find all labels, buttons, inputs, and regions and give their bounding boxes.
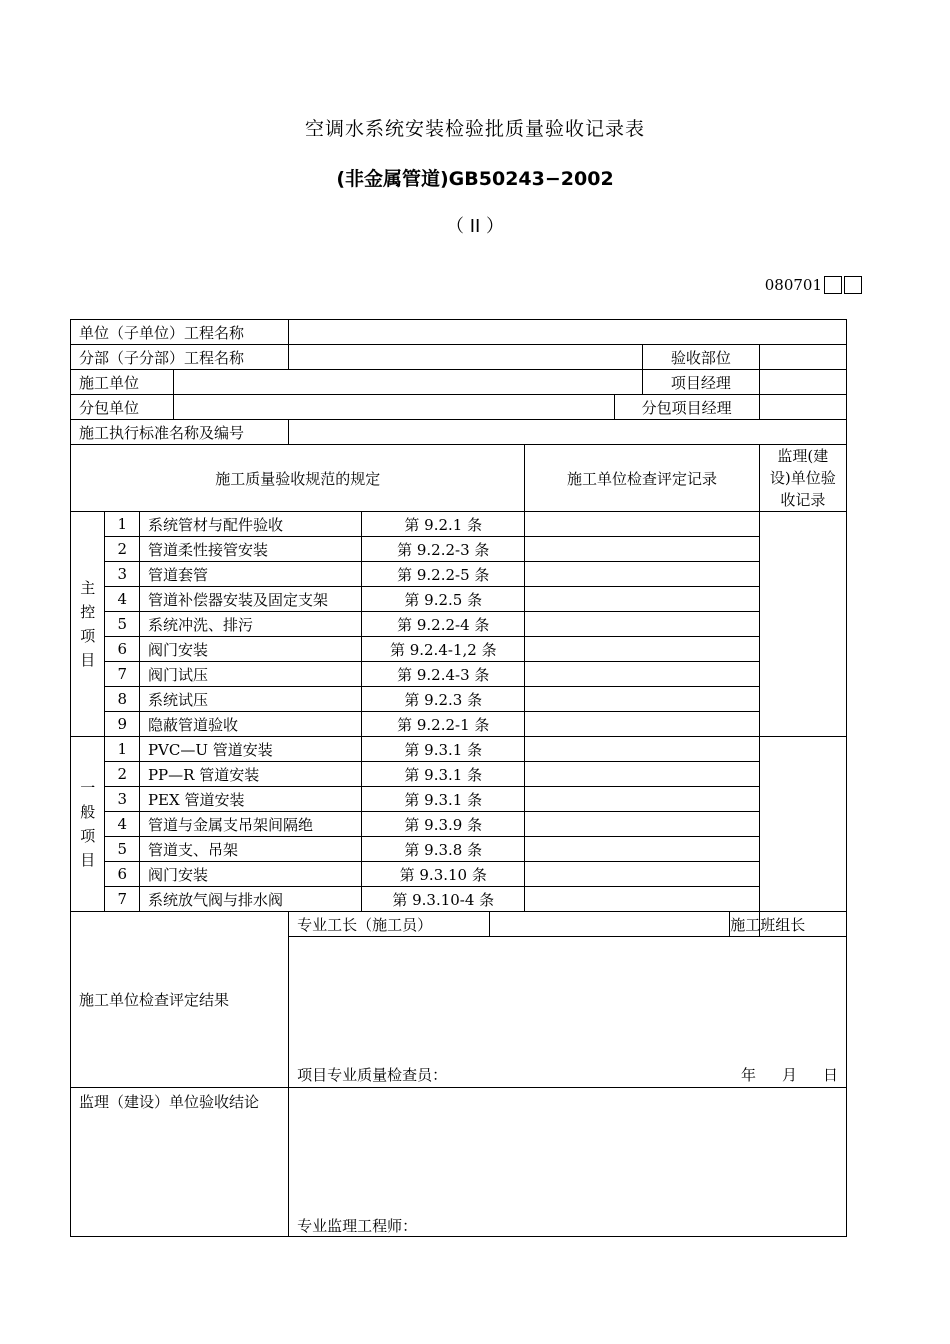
construction-unit-field[interactable] <box>174 370 643 395</box>
form-volume: （ II ） <box>445 216 505 237</box>
item-clause: 第 9.3.1 条 <box>362 737 525 762</box>
check-record-field[interactable] <box>525 762 759 787</box>
unit-project-field[interactable] <box>289 320 847 345</box>
supervision-record-column-header: 监理(建设)单位验收记录 <box>759 445 846 512</box>
check-record-field[interactable] <box>525 687 759 712</box>
check-record-field[interactable] <box>525 537 759 562</box>
table-row <box>71 862 847 887</box>
general-group-label: 一 般 项 目 <box>71 737 105 912</box>
item-clause: 第 9.2.2-1 条 <box>362 712 525 737</box>
inspection-record-table <box>70 319 847 1237</box>
table-row <box>71 762 847 787</box>
item-number: 6 <box>105 862 139 887</box>
item-name: PVC—U 管道安装 <box>139 737 361 762</box>
quality-inspector-label: 项目专业质量检查员： <box>297 1066 448 1084</box>
code-box-1[interactable] <box>824 276 842 294</box>
item-number: 3 <box>105 787 139 812</box>
item-name: 管道套管 <box>139 562 361 587</box>
project-manager-label: 项目经理 <box>643 370 760 395</box>
table-row <box>71 812 847 837</box>
check-result-label: 施工单位检查评定结果 <box>71 912 289 1088</box>
item-name: 管道支、吊架 <box>139 837 361 862</box>
check-record-field[interactable] <box>525 587 759 612</box>
item-number: 2 <box>105 537 139 562</box>
check-result-field[interactable] <box>289 937 847 1088</box>
item-clause: 第 9.2.2-3 条 <box>362 537 525 562</box>
check-record-field[interactable] <box>525 887 759 912</box>
supervision-engineer-label: 专业监理工程师： <box>297 1217 418 1235</box>
table-row <box>71 587 847 612</box>
foreman-label: 专业工长（施工员） <box>289 912 490 937</box>
check-record-field[interactable] <box>525 737 759 762</box>
item-clause: 第 9.2.1 条 <box>362 512 525 537</box>
item-name: 系统管材与配件验收 <box>139 512 361 537</box>
check-record-field[interactable] <box>525 512 759 537</box>
table-row <box>71 887 847 912</box>
construction-unit-label: 施工单位 <box>71 370 174 395</box>
item-name: 系统试压 <box>139 687 361 712</box>
item-name: 隐蔽管道验收 <box>139 712 361 737</box>
table-row <box>71 537 847 562</box>
item-clause: 第 9.2.2-5 条 <box>362 562 525 587</box>
table-row <box>71 612 847 637</box>
item-name: 管道补偿器安装及固定支架 <box>139 587 361 612</box>
table-row <box>71 712 847 737</box>
subcontract-manager-label: 分包项目经理 <box>614 395 759 420</box>
general-supervision-record-field[interactable] <box>759 737 846 912</box>
item-clause: 第 9.3.8 条 <box>362 837 525 862</box>
item-number: 1 <box>105 512 139 537</box>
check-record-field[interactable] <box>525 812 759 837</box>
item-name: 系统放气阀与排水阀 <box>139 887 361 912</box>
item-number: 4 <box>105 812 139 837</box>
standard-field[interactable] <box>289 420 847 445</box>
table-row <box>71 562 847 587</box>
item-number: 6 <box>105 637 139 662</box>
item-name: PP—R 管道安装 <box>139 762 361 787</box>
item-name: 管道柔性接管安装 <box>139 537 361 562</box>
check-record-field[interactable] <box>525 612 759 637</box>
item-clause: 第 9.2.3 条 <box>362 687 525 712</box>
item-number: 7 <box>105 662 139 687</box>
table-row <box>71 687 847 712</box>
form-code <box>765 276 862 294</box>
table-row <box>71 512 847 537</box>
team-leader-label: 施工班组长 <box>730 912 759 937</box>
item-clause: 第 9.3.1 条 <box>362 787 525 812</box>
sub-project-field[interactable] <box>289 345 643 370</box>
form-title: 空调水系统安装检验批质量验收记录表 <box>304 118 645 140</box>
item-number: 2 <box>105 762 139 787</box>
check-record-field[interactable] <box>525 562 759 587</box>
item-clause: 第 9.2.5 条 <box>362 587 525 612</box>
item-clause: 第 9.2.4-1,2 条 <box>362 637 525 662</box>
item-number: 1 <box>105 737 139 762</box>
form-code-number: 080701 <box>764 276 822 294</box>
table-row <box>71 787 847 812</box>
item-name: 阀门试压 <box>139 662 361 687</box>
check-record-field[interactable] <box>525 787 759 812</box>
foreman-field[interactable] <box>489 912 729 937</box>
item-number: 5 <box>105 612 139 637</box>
check-record-field[interactable] <box>525 837 759 862</box>
check-record-field[interactable] <box>525 662 759 687</box>
form-subtitle: (非金属管道)GB50243−2002 <box>336 168 614 190</box>
table-row <box>71 737 847 762</box>
item-number: 4 <box>105 587 139 612</box>
acceptance-part-label: 验收部位 <box>643 345 760 370</box>
item-clause: 第 9.3.10 条 <box>362 862 525 887</box>
item-name: 系统冲洗、排污 <box>139 612 361 637</box>
check-record-field[interactable] <box>525 712 759 737</box>
supervision-conclusion-label: 监理（建设）单位验收结论 <box>71 1088 289 1237</box>
unit-project-label: 单位（子单位）工程名称 <box>71 320 289 345</box>
sub-project-label: 分部（子分部）工程名称 <box>71 345 289 370</box>
item-number: 5 <box>105 837 139 862</box>
item-clause: 第 9.2.2-4 条 <box>362 612 525 637</box>
main-control-group-label: 主 控 项 目 <box>71 512 105 737</box>
check-record-field[interactable] <box>525 637 759 662</box>
item-clause: 第 9.3.9 条 <box>362 812 525 837</box>
item-name: 阀门安装 <box>139 637 361 662</box>
main-supervision-record-field[interactable] <box>759 512 846 737</box>
code-box-2[interactable] <box>844 276 862 294</box>
item-clause: 第 9.3.10-4 条 <box>362 887 525 912</box>
item-clause: 第 9.2.4-3 条 <box>362 662 525 687</box>
item-name: 管道与金属支吊架间隔绝 <box>139 812 361 837</box>
table-row <box>71 837 847 862</box>
item-number: 9 <box>105 712 139 737</box>
project-manager-field[interactable] <box>759 370 846 395</box>
table-row <box>71 662 847 687</box>
supervision-conclusion-field[interactable] <box>289 1088 847 1237</box>
item-number: 3 <box>105 562 139 587</box>
subcontract-manager-field[interactable] <box>759 395 846 420</box>
check-record-field[interactable] <box>525 862 759 887</box>
table-row <box>71 637 847 662</box>
subcontract-unit-field[interactable] <box>174 395 614 420</box>
item-clause: 第 9.3.1 条 <box>362 762 525 787</box>
item-number: 8 <box>105 687 139 712</box>
item-name: PEX 管道安装 <box>139 787 361 812</box>
result-date: 年 月 日 <box>740 1066 838 1084</box>
check-record-column-header: 施工单位检查评定记录 <box>525 445 759 512</box>
item-name: 阀门安装 <box>139 862 361 887</box>
standard-label: 施工执行标准名称及编号 <box>71 420 289 445</box>
item-number: 7 <box>105 887 139 912</box>
subcontract-unit-label: 分包单位 <box>71 395 174 420</box>
acceptance-part-field[interactable] <box>759 345 846 370</box>
spec-column-header: 施工质量验收规范的规定 <box>71 445 525 512</box>
